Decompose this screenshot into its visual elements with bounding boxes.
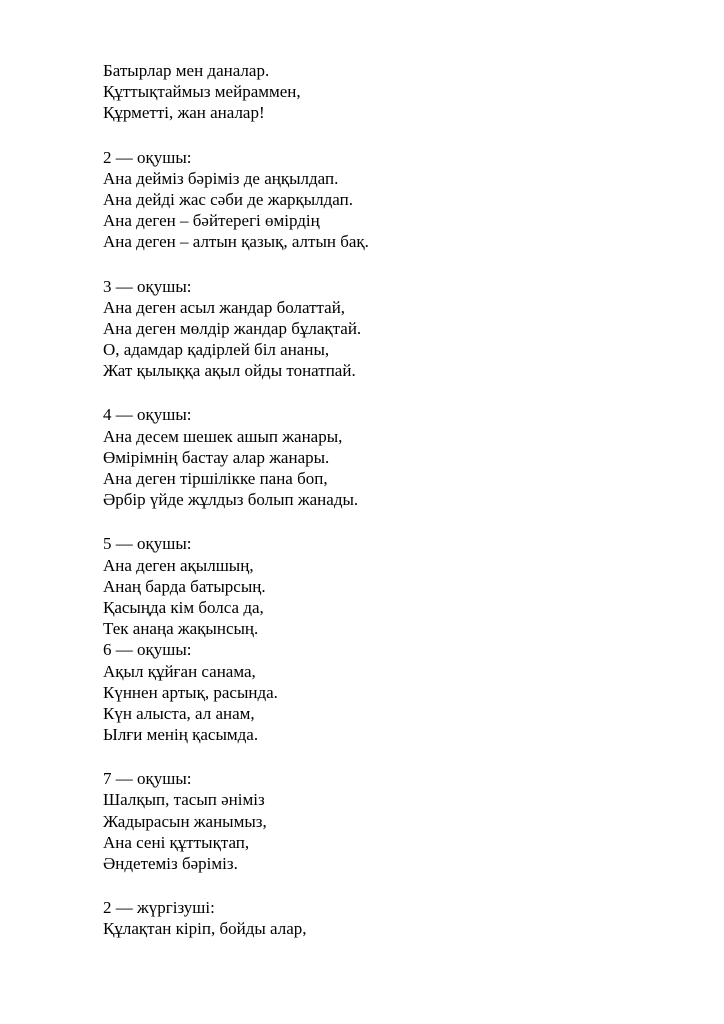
poem-line: Әндетеміз бәріміз. — [103, 854, 238, 873]
poem-line: Ана деген ақылшың, — [103, 555, 254, 575]
poem-line: Ана деген тіршілікке пана боп, — [103, 469, 328, 488]
poem-line: Ана деген асыл жандар болаттай, — [103, 297, 346, 317]
stanza-gap — [103, 124, 663, 147]
poem-line: Шалқып, тасып әніміз — [103, 790, 265, 810]
stanza-gap — [103, 253, 663, 276]
speaker-label: 6 — оқушы: — [103, 640, 192, 660]
poem-line: Ақыл құйған санама, — [103, 661, 256, 681]
poem-line: Жадырасын жанымыз, — [103, 811, 267, 831]
speaker-label: 4 — оқушы: — [103, 405, 192, 425]
poem-line: Жат қылыққа ақыл ойды тонатпай. — [103, 361, 356, 381]
poem-line: Құттықтаймыз мейраммен, — [103, 82, 301, 102]
speaker-label: 2 — оқушы: — [103, 147, 192, 167]
stanza-gap — [103, 381, 663, 404]
stanza-student-4 — [103, 404, 663, 510]
poem-line: Ана деген мөлдір жандар бұлақтай. — [103, 318, 362, 338]
poem-line: Тек анаңа жақынсың. — [103, 619, 259, 639]
speaker-label: 2 — жүргізуші: — [103, 898, 215, 918]
poem-line: Әрбір үйде жұлдыз болып жанады. — [103, 490, 359, 510]
speaker-label: 5 — оқушы: — [103, 534, 192, 554]
stanza-gap — [103, 745, 663, 768]
poem-line: Ылғи менің қасымда. — [103, 725, 259, 745]
poem-line: Ана сені құттықтап, — [103, 832, 250, 852]
poem-line: Ана дейміз бәріміз де аңқылдап. — [103, 168, 339, 188]
poem-line: Өмірімнің бастау алар жанары. — [103, 447, 330, 467]
stanza-student-5-6 — [103, 533, 663, 745]
poem-line: Ана десем шешек ашып жанары, — [103, 426, 343, 446]
stanza-student-3 — [103, 276, 663, 382]
poem-text — [103, 60, 663, 940]
poem-line: Құрметті, жан аналар! — [103, 103, 265, 123]
poem-line: Құлақтан кіріп, бойды алар, — [103, 919, 307, 939]
speaker-label: 7 — оқушы: — [103, 769, 192, 789]
poem-line: О, адамдар қадірлей біл ананы, — [103, 340, 330, 360]
stanza-gap — [103, 510, 663, 533]
stanza-student-7 — [103, 768, 663, 874]
poem-line: Ана деген – бәйтерегі өмірдің — [103, 211, 320, 231]
stanza-student-2 — [103, 147, 663, 253]
poem-line: Анаң барда батырсың. — [103, 576, 266, 596]
poem-line: Ана деген – алтын қазық, алтын бақ. — [103, 232, 369, 252]
stanza-intro — [103, 60, 663, 124]
poem-line: Қасыңда кім болса да, — [103, 597, 264, 617]
poem-line: Ана дейді жас сәби де жарқылдап. — [103, 189, 353, 209]
speaker-label: 3 — оқушы: — [103, 276, 192, 296]
poem-line: Күн алыста, ал анам, — [103, 703, 255, 723]
poem-line: Күннен артық, расында. — [103, 682, 278, 702]
stanza-host-2 — [103, 897, 663, 939]
poem-line: Батырлар мен даналар. — [103, 61, 270, 80]
stanza-gap — [103, 874, 663, 897]
